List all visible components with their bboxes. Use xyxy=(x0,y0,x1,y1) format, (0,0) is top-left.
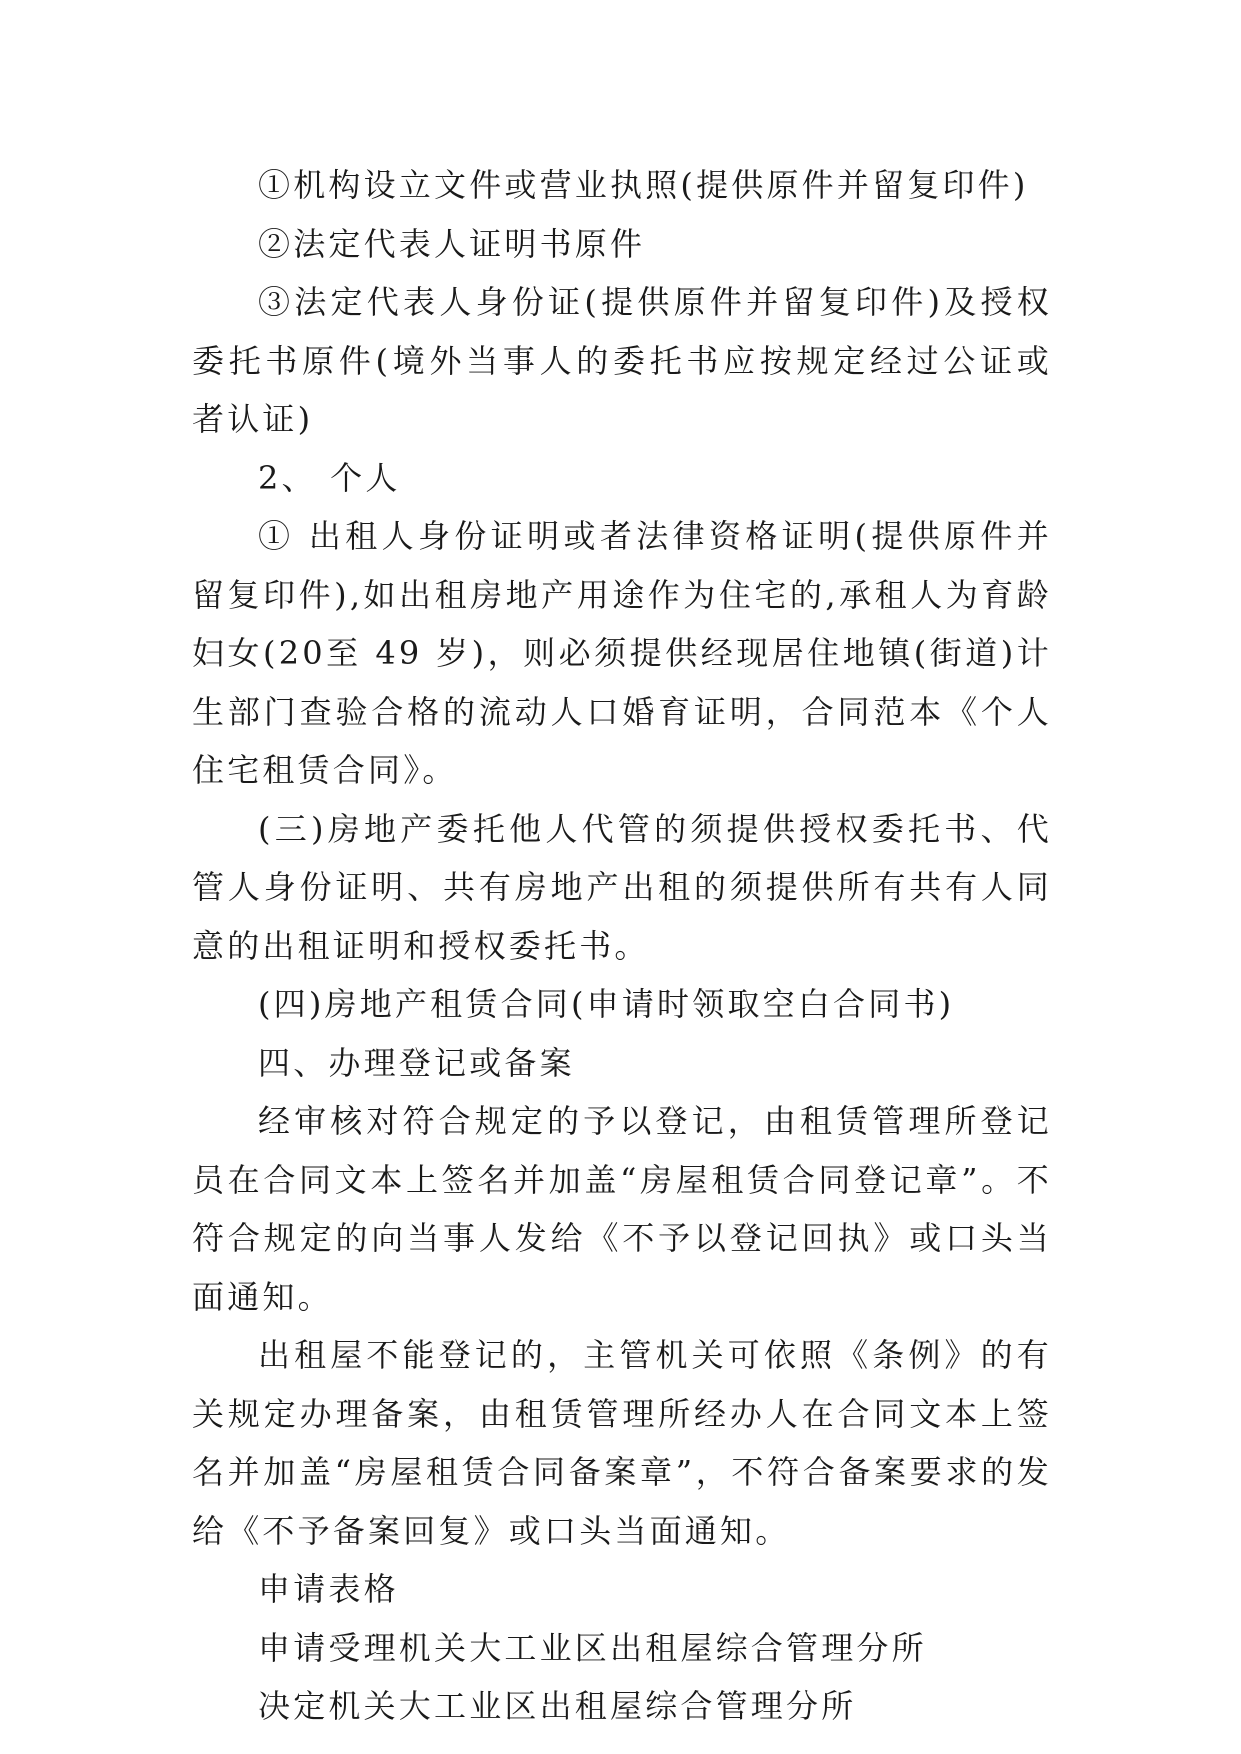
paragraph-10: 申请表格 xyxy=(258,1570,399,1608)
document-body xyxy=(192,156,1052,1736)
paragraph-5: ① 出租人身份证明或者法律资格证明(提供原件并留复印件),如出租房地产用途作为住宅的,承租人为育龄妇女(20至 49 岁)，则必须提供经现居住地镇(街道)计生部门查验合格的流动人口婚育证明，合同范本《个人住宅租赁合同》。 xyxy=(192,517,1052,789)
paragraph-7: (四)房地产租赁合同(申请时领取空白合同书) xyxy=(258,985,955,1023)
paragraph-9: 出租屋不能登记的，主管机关可依照《条例》的有关规定办理备案，由租赁管理所经办人在合同文本上签名并加盖“房屋租赁合同备案章”，不符合备案要求的发给《不予备案回复》或口头当面通知。 xyxy=(192,1336,1052,1550)
paragraph-8: 经审核对符合规定的予以登记，由租赁管理所登记员在合同文本上签名并加盖“房屋租赁合同登记章”。不符合规定的向当事人发给《不予以登记回执》或口头当面通知。 xyxy=(192,1102,1052,1316)
paragraph-2: ②法定代表人证明书原件 xyxy=(258,224,646,263)
paragraph-1: ①机构设立文件或营业执照(提供原件并留复印件) xyxy=(258,166,1029,204)
paragraph-4: 2、 个人 xyxy=(258,458,401,497)
paragraph-6: (三)房地产委托他人代管的须提供授权委托书、代管人身份证明、共有房地产出租的须提供所有共有人同意的出租证明和授权委托书。 xyxy=(192,809,1052,965)
paragraph-11: 申请受理机关大工业区出租屋综合管理分所 xyxy=(258,1628,927,1667)
section-heading: 四、办理登记或备案 xyxy=(258,1043,575,1082)
paragraph-3: ③法定代表人身份证(提供原件并留复印件)及授权委托书原件(境外当事人的委托书应按规定经过公证或者认证) xyxy=(192,283,1052,438)
paragraph-12: 决定机关大工业区出租屋综合管理分所 xyxy=(258,1687,857,1725)
